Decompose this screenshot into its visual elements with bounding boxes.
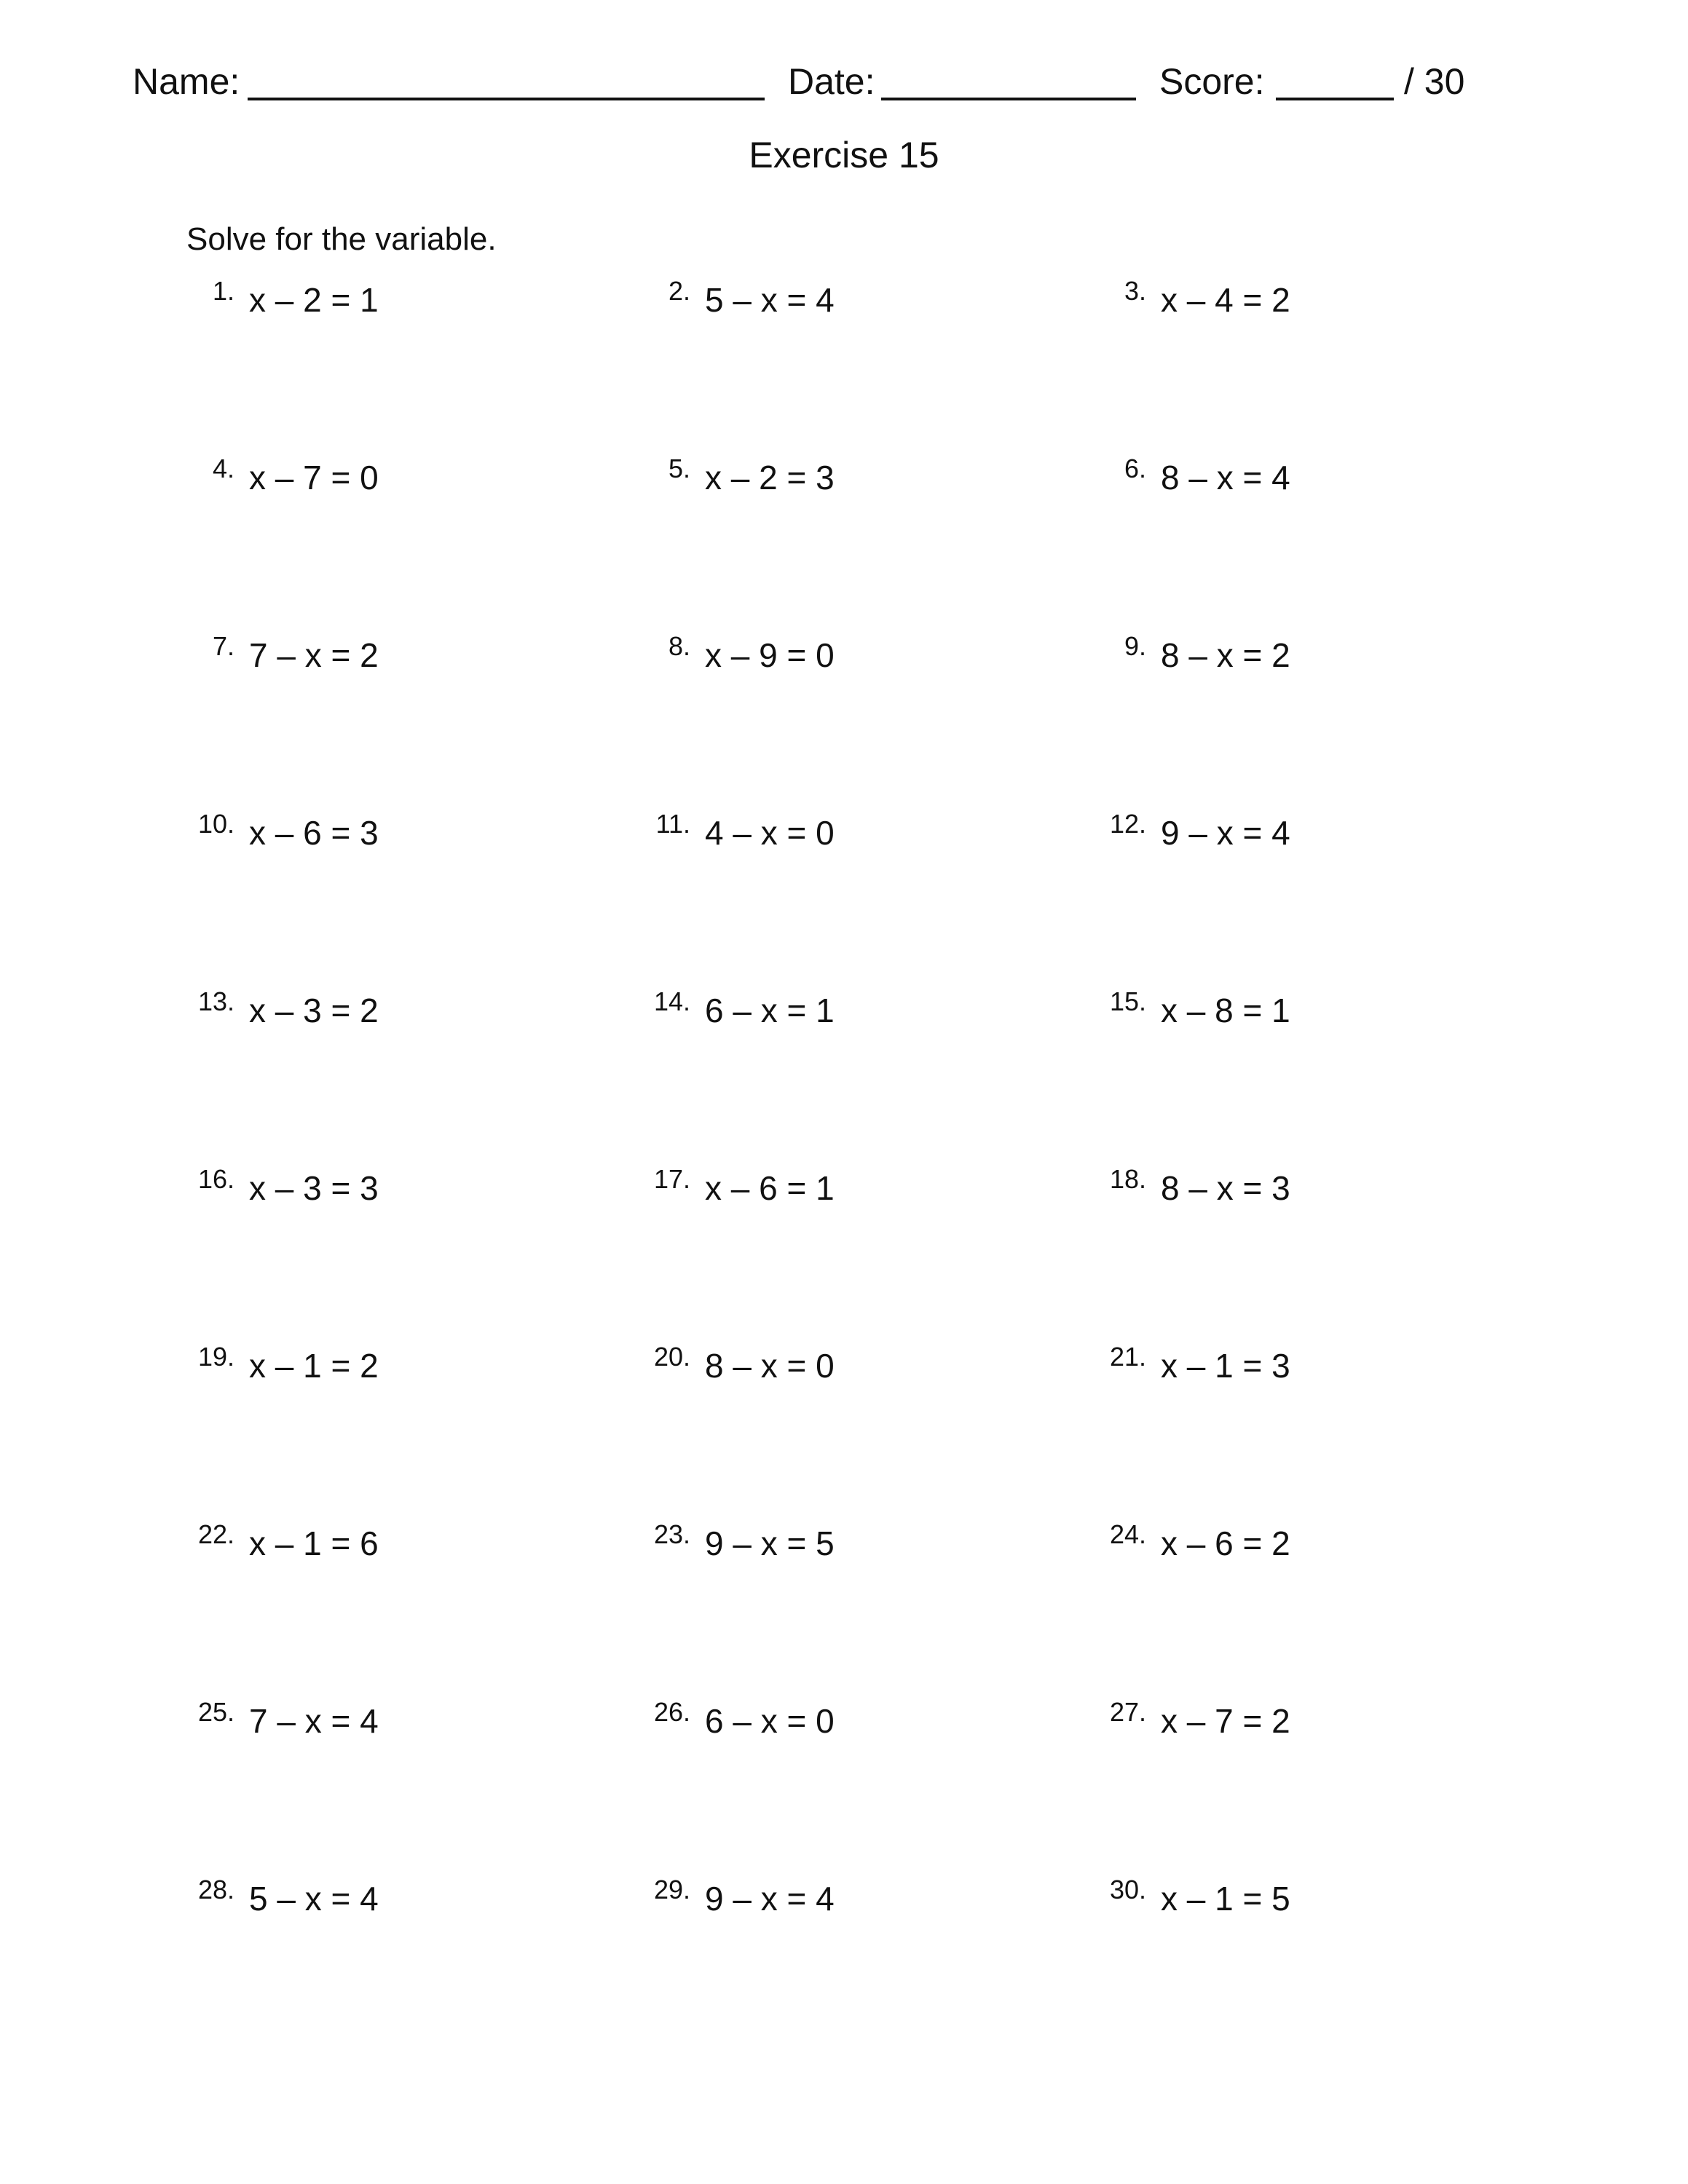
problem-equation: 6 – x = 1 [705,992,835,1029]
date-label: Date: [788,61,875,102]
name-label: Name: [133,61,240,102]
problem-number: 13. [197,986,234,1016]
score-blank-line[interactable] [1276,98,1394,100]
problem-equation: x – 2 = 3 [705,459,835,496]
problem-number: 10. [197,809,234,839]
problem-number: 24. [1109,1519,1146,1549]
problem-equation: x – 1 = 3 [1161,1347,1290,1385]
problem-number: 7. [212,631,234,661]
problem-equation: x – 7 = 0 [249,459,379,496]
problem-number: 30. [1109,1875,1146,1904]
problem-number: 19. [197,1342,234,1372]
problem-equation: 5 – x = 4 [249,1880,379,1918]
page-title: Exercise 15 [749,135,939,175]
problem-number: 17. [653,1164,690,1194]
problem-equation: x – 8 = 1 [1161,992,1290,1029]
problem-number: 6. [1124,454,1146,483]
problem-equation: 7 – x = 4 [249,1702,379,1740]
problem-number: 14. [653,986,690,1016]
problem-equation: 4 – x = 0 [705,814,835,852]
problem-number: 22. [197,1519,234,1549]
problem-number: 21. [1109,1342,1146,1372]
problem-number: 18. [1109,1164,1146,1194]
score-label: Score: [1159,61,1265,102]
problem-number: 27. [1109,1697,1146,1727]
problem-equation: 8 – x = 4 [1161,459,1290,496]
problem-equation: 7 – x = 2 [249,636,379,674]
problem-number: 12. [1109,809,1146,839]
problem-number: 28. [197,1875,234,1904]
score-total: / 30 [1404,61,1465,102]
problem-equation: 8 – x = 0 [705,1347,835,1385]
problem-number: 2. [668,276,690,306]
problem-number: 5. [668,454,690,483]
problem-number: 4. [212,454,234,483]
problem-equation: x – 6 = 2 [1161,1524,1290,1562]
problem-equation: 5 – x = 4 [705,281,835,319]
problem-number: 29. [653,1875,690,1904]
problem-equation: x – 4 = 2 [1161,281,1290,319]
name-blank-line[interactable] [248,98,765,100]
date-blank-line[interactable] [881,98,1136,100]
problem-number: 16. [197,1164,234,1194]
problem-number: 9. [1124,631,1146,661]
problem-number: 8. [668,631,690,661]
problem-number: 23. [653,1519,690,1549]
problem-equation: 9 – x = 5 [705,1524,835,1562]
problem-equation: x – 1 = 2 [249,1347,379,1385]
problem-equation: x – 9 = 0 [705,636,835,674]
problem-number: 20. [653,1342,690,1372]
problem-number: 1. [212,276,234,306]
problem-equation: x – 1 = 6 [249,1524,379,1562]
problem-number: 26. [653,1697,690,1727]
problem-equation: x – 7 = 2 [1161,1702,1290,1740]
problem-equation: x – 1 = 5 [1161,1880,1290,1918]
problem-equation: x – 3 = 3 [249,1169,379,1207]
problem-equation: x – 6 = 3 [249,814,379,852]
worksheet-header [0,60,1688,111]
problem-equation: x – 6 = 1 [705,1169,835,1207]
problem-equation: x – 3 = 2 [249,992,379,1029]
problem-equation: 9 – x = 4 [1161,814,1290,852]
problem-equation: x – 2 = 1 [249,281,379,319]
problem-number: 25. [197,1697,234,1727]
problem-equation: 6 – x = 0 [705,1702,835,1740]
instructions: Solve for the variable. [186,221,497,257]
problem-equation: 9 – x = 4 [705,1880,835,1918]
problem-number: 11. [655,809,690,839]
problem-number: 15. [1109,986,1146,1016]
problem-number: 3. [1124,276,1146,306]
problem-equation: 8 – x = 2 [1161,636,1290,674]
problem-equation: 8 – x = 3 [1161,1169,1290,1207]
